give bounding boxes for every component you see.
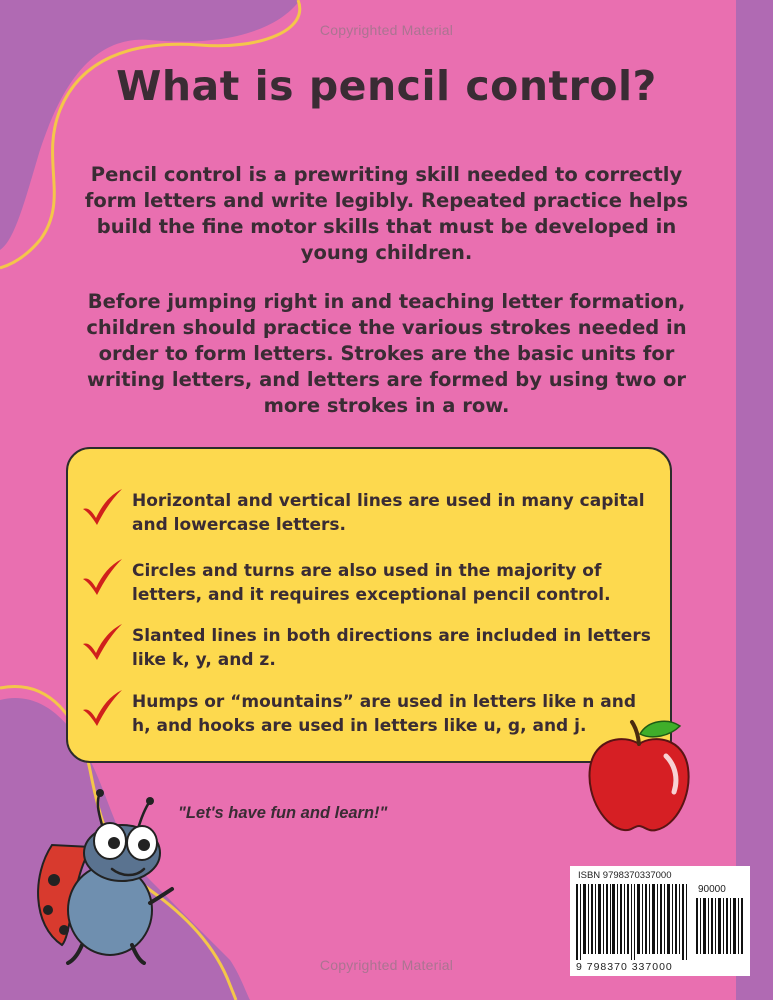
watermark-bottom: Copyrighted Material [319,957,454,973]
isbn-digits: 9 798370 337000 [576,961,673,973]
checkmark-icon [80,688,124,728]
checklist-item-text: Horizontal and vertical lines are used in many capital and lowercase letters. [132,491,645,535]
isbn-label: ISBN 9798370337000 [578,870,672,881]
checkmark-icon [80,557,124,597]
checklist-item [68,624,674,684]
barcode-bars [574,884,746,962]
watermark-top: Copyrighted Material [319,22,454,38]
checklist-item-text: Circles and turns are also used in the majority of letters, and it requires exceptional pencil control. [132,561,611,605]
ladybug-icon [32,785,182,965]
page-title: What is pencil control? [116,62,657,110]
price-code: 90000 [698,884,726,895]
stroke-checklist-box [66,447,672,763]
checkmark-icon [80,622,124,662]
fun-quote: "Let's have fun and learn!" [178,804,388,822]
checklist-item [68,559,674,619]
checklist-item [68,489,674,549]
apple-icon [584,716,694,836]
intro-paragraph-1: Pencil control is a prewriting skill needed to correctly form letters and write legibly. Repeated practice helps build the fine motor skills that must be developed in young children. [84,163,689,264]
checklist-item-text: Humps or “mountains” are used in letters like n and h, and hooks are used in letters like u, g, and j. [132,692,637,736]
checklist-item-text: Slanted lines in both directions are included in letters like k, y, and z. [132,626,651,670]
intro-paragraph-2: Before jumping right in and teaching letter formation, children should practice the various strokes needed in order to form letters. Strokes are the basic units for writing letters, and letters are formed by using two or more strokes in a row. [86,290,687,417]
checkmark-icon [80,487,124,527]
